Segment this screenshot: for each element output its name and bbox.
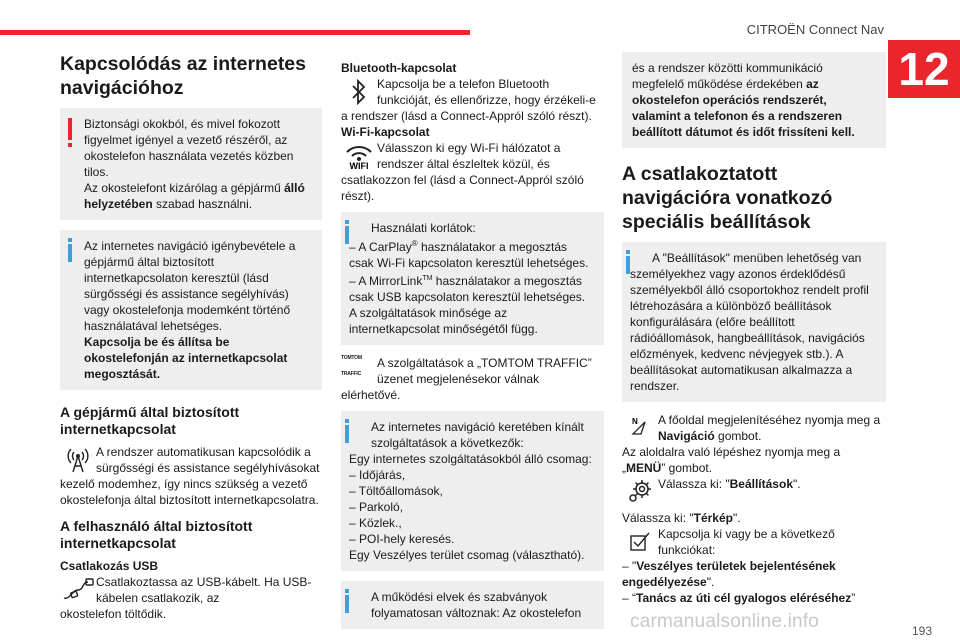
- info-box-limits: [341, 212, 604, 345]
- service-item: – POI-hely keresés.: [349, 532, 455, 546]
- wifi-label: Wi-Fi-kapcsolat: [341, 125, 430, 139]
- limits-mirrorlink: – A MirrorLink™ használatakor a megosztás csak USB kapcsolaton keresztül lehetséges.: [349, 274, 586, 304]
- limits-quality: A szolgáltatások minősége az internetkapcsolat minőségétől függ.: [349, 306, 538, 336]
- section-title-internet-navigation: Kapcsolódás az internetes navigációhoz: [60, 53, 306, 99]
- tomtom-traffic-icon: TOMTOM TRAFFIC: [341, 355, 362, 377]
- info-icon: [345, 595, 349, 613]
- usb-text-top: Csatlakoztassa az USB-kábelt. Ha USB-kábelen csatlakozik, az: [96, 575, 312, 605]
- step-toggle-row: [622, 526, 886, 558]
- tomtom-text-top: A szolgáltatások a „TOMTOM TRAFFIC” üzenet megjelenésekor válnak: [377, 356, 592, 386]
- warning-text-2: Az okostelefont kizárólag a gépjármű álló helyzetében szabad használni.: [84, 181, 305, 211]
- svg-text:N: N: [632, 417, 638, 426]
- info-box-continued: [622, 52, 886, 148]
- watermark: carmanualsonline.info: [630, 611, 820, 632]
- continued-text: és a rendszer közötti kommunikáció megfelelő működése érdekében az okostelefon operációs rendszerét, valamint a telefonon és a rendszeren beállított dátumot és időt frissíteni kell.: [632, 61, 855, 139]
- info-bold-text: Kapcsolja be és állítsa be okostelefonján az internetkapcsolat megosztását.: [84, 335, 288, 381]
- info-box-internet: [60, 230, 322, 390]
- principles-text: A működési elvek és szabványok folyamatosan változnak: Az okostelefon: [371, 590, 582, 620]
- bluetooth-text: a rendszer (lásd a Connect-Appról szóló részt).: [341, 109, 592, 123]
- services-extra: Egy Veszélyes terület csomag (választható).: [349, 548, 585, 562]
- warning-icon: [68, 118, 72, 140]
- page-number: 193: [911, 624, 932, 638]
- step-toggle-text: Kapcsolja ki vagy be a következő funkciókat:: [658, 527, 835, 557]
- limits-carplay: – A CarPlay® használatakor a megosztás csak Wi-Fi kapcsolaton keresztül lehetséges.: [349, 239, 589, 270]
- svg-text:WIFI: WIFI: [349, 161, 369, 170]
- checkbox-icon: [622, 526, 658, 556]
- step-menu-text: Az aloldalra való lépéshez nyomja meg a „MENÜ” gombot.: [622, 445, 841, 475]
- bluetooth-text-top: Kapcsolja be a telefon Bluetooth funkcióját, és ellenőrizze, hogy érzékeli-e: [377, 77, 596, 107]
- info-icon: [345, 226, 349, 244]
- tomtom-text: elérhetővé.: [341, 388, 401, 402]
- usb-cable-icon: [60, 574, 96, 606]
- section-title-user-internet: A felhasználó által biztosított internetkapcsolat: [60, 518, 253, 551]
- navigation-arrow-icon: [622, 412, 658, 438]
- step-map-text: Válassza ki: "Térkép".: [622, 511, 741, 525]
- usb-label: Csatlakozás USB: [60, 559, 159, 573]
- usb-text: okostelefon töltődik.: [60, 607, 167, 621]
- column-1: [60, 52, 322, 630]
- step-settings-row: [622, 476, 886, 506]
- antenna-icon: [60, 444, 96, 476]
- bluetooth-label: Bluetooth-kapcsolat: [341, 61, 457, 75]
- limits-title: Használati korlátok:: [371, 221, 476, 235]
- step-navigation-row: [622, 412, 886, 444]
- option-danger-zones: – "Veszélyes területek bejelentésének engedélyezése".: [622, 559, 836, 589]
- section-title-vehicle-internet: A gépjármű által biztosított internetkapcsolat: [60, 404, 240, 437]
- info-text: Az internetes navigáció igénybevétele a gépjármű által biztosított internetkapcsolaton keresztül (lásd sürgősségi és assistance segélyhívás) vagy okostelefonja modemként történő használatával lehetséges.: [84, 239, 296, 333]
- vehicle-modem-row: [60, 444, 322, 476]
- column-2: [341, 60, 604, 639]
- gear-icon: [622, 476, 658, 506]
- vehicle-modem-text: kezelő modemhez, így nincs szükség a vezető okostelefonja által biztosított internetkapcsolatra.: [60, 477, 319, 507]
- service-item: – Közlek.,: [349, 516, 402, 530]
- wifi-icon: [341, 140, 377, 172]
- step-navigation-text: A főoldal megjelenítéséhez nyomja meg a Navigáció gombot.: [658, 413, 881, 443]
- warning-text: Biztonsági okokból, és mivel fokozott figyelmet igényel a vezető részéről, az okostelefon használata vezetés közben tilos.: [84, 117, 294, 179]
- wifi-text-top: Válasszon ki egy Wi-Fi hálózatot a rendszer által észleltek közül, és: [377, 141, 561, 171]
- step-settings-text: Válassza ki: "Beállítások".: [658, 477, 801, 491]
- vehicle-modem-text-top: A rendszer automatikusan kapcsolódik a sürgősségi és assistance segélyhívásokat: [96, 445, 320, 475]
- usb-row: [60, 574, 322, 606]
- info-icon: [68, 244, 72, 262]
- info-box-settings: [622, 242, 886, 402]
- bluetooth-row: [341, 76, 604, 108]
- service-item: – Töltőállomások,: [349, 484, 443, 498]
- services-intro: Az internetes navigáció keretében kínált szolgáltatások a következők:: [371, 420, 584, 450]
- service-item: – Parkoló,: [349, 500, 404, 514]
- column-3: [622, 52, 886, 606]
- service-item: – Időjárás,: [349, 468, 406, 482]
- info-box-services: [341, 411, 604, 571]
- header-brand: CITROËN Connect Nav: [746, 22, 884, 37]
- wifi-text: csatlakozzon fel (lásd a Connect-Appról szóló részt).: [341, 173, 584, 203]
- section-title-connected-navigation-settings: A csatlakoztatott navigációra vonatkozó speciális beállítások: [622, 163, 833, 233]
- bluetooth-icon: [341, 76, 377, 108]
- wifi-row: [341, 140, 604, 172]
- header-accent-bar: [0, 30, 470, 35]
- warning-box: [60, 108, 322, 220]
- tomtom-row: [341, 355, 604, 387]
- services-pack: Egy internetes szolgáltatásokból álló csomag:: [349, 452, 592, 466]
- settings-info-text: A "Beállítások" menüben lehetőség van személyekhez vagy azonos érdeklődésű személyekből álló csoportokhoz rendelt profil létrehozására a különböző beállítások konfigurálására (előre beállított rádióállomások, hangbeállítások, navigációs előzmények, kedvenc névjegyek stb.). A beállításokat automatikusan alkalmazza a rendszer.: [630, 251, 869, 393]
- info-icon: [345, 425, 349, 443]
- chapter-number: 12: [888, 40, 960, 98]
- info-icon: [626, 256, 630, 274]
- info-box-principles: [341, 581, 604, 629]
- option-walking-advice: – “Tanács az úti cél gyalogos eléréséhez”: [622, 591, 856, 605]
